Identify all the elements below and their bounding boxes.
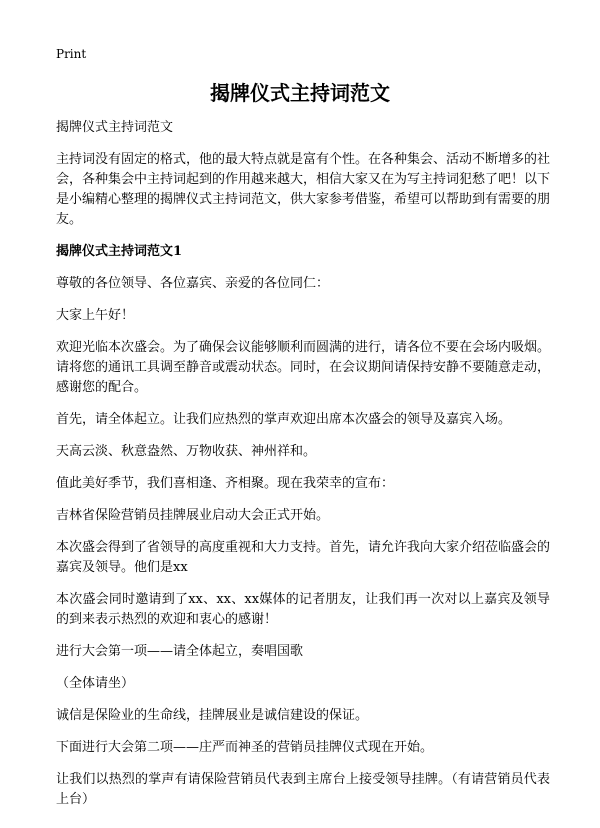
paragraph: （全体请坐） <box>56 676 135 691</box>
paragraph: 下面进行大会第二项——庄严而神圣的营销员挂牌仪式现在开始。 <box>56 740 434 755</box>
document-body <box>56 118 550 822</box>
paragraph: 值此美好季节，我们喜相逢、齐相聚。现在我荣幸的宣布： <box>56 476 395 491</box>
paragraph: 进行大会第一项——请全体起立，奏唱国歌 <box>56 644 304 659</box>
paragraph: 大家上午好！ <box>56 308 135 323</box>
paragraph: 尊敬的各位领导、各位嘉宾、亲爱的各位同仁： <box>56 276 330 291</box>
paragraph: 主持词没有固定的格式，他的最大特点就是富有个性。在各种集会、活动不断增多的社会，各种集会中主持词起到的作用越来越大，相信大家又在为写主持词犯愁了吧！以下是小编精心整理的揭牌仪式主持词范文，供大家参考借鉴，希望可以帮助到有需要的朋友。 <box>56 152 551 227</box>
section-heading: 揭牌仪式主持词范文1 <box>56 244 183 259</box>
paragraph: 天高云淡、秋意盎然、万物收获、神州祥和。 <box>56 444 317 459</box>
paragraph: 让我们以热烈的掌声有请保险营销员代表到主席台上接受领导挂牌。（有请营销员代表上台） <box>56 772 550 807</box>
paragraph: 诚信是保险业的生命线，挂牌展业是诚信建设的保证。 <box>56 708 369 723</box>
paragraph: 本次盛会同时邀请到了xx、xx、xx媒体的记者朋友，让我们再一次对以上嘉宾及领导的到来表示热烈的欢迎和衷心的感谢！ <box>56 592 550 627</box>
paragraph: 本次盛会得到了省领导的高度重视和大力支持。首先，请允许我向大家介绍莅临盛会的嘉宾及领导。他们是xx <box>56 540 551 575</box>
print-link[interactable]: Print <box>56 47 87 61</box>
document-title: 揭牌仪式主持词范文 <box>210 81 390 105</box>
paragraph: 首先，请全体起立。让我们应热烈的掌声欢迎出席本次盛会的领导及嘉宾入场。 <box>56 412 512 427</box>
paragraph: 揭牌仪式主持词范文 <box>56 120 174 135</box>
paragraph: 欢迎光临本次盛会。为了确保会议能够顺利而圆满的进行，请各位不要在会场内吸烟。请将您的通讯工具调至静音或震动状态。同时，在会议期间请保持安静不要随意走动，感谢您的配合。 <box>56 340 551 395</box>
paragraph: 吉林省保险营销员挂牌展业启动大会正式开始。 <box>56 508 330 523</box>
